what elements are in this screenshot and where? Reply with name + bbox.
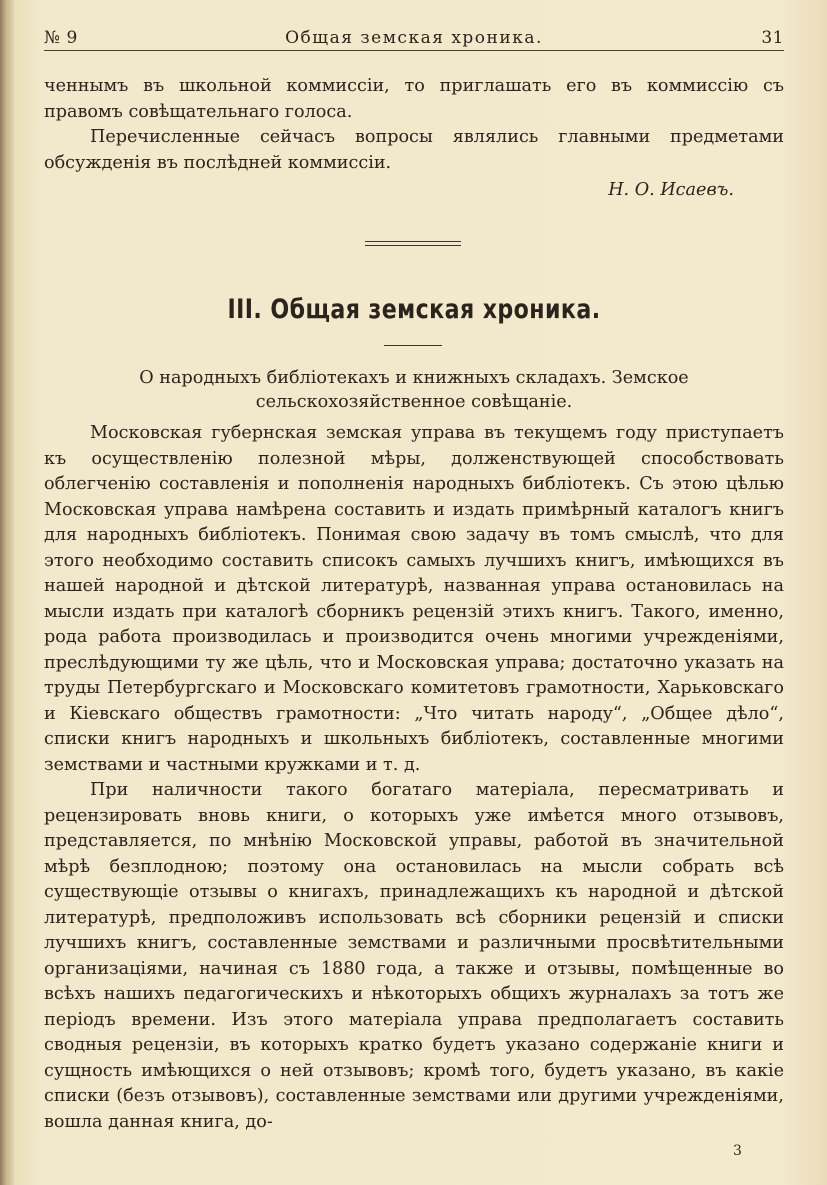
article-paragraph-2: При наличности такого богатаго матеріала, пересматривать и рецензировать вновь книги, о которыхъ уже имѣется много отзывовъ, представляется, по мнѣнію Московской управы, работой въ значительной мѣрѣ безплодною; поэтому она остановилась на мысли собрать всѣ существующіе отзывы о книгахъ, принадлежащихъ къ народной и дѣтской литературѣ, предположивъ использовать всѣ сборники рецензій и списки лучшихъ книгъ, составленные земствами и различными просвѣтительными организаціями, начиная съ 1880 года, а также и отзывы, помѣщенные во всѣхъ нашихъ педагогическихъ и нѣкоторыхъ общихъ журналахъ за тотъ же періодъ времени. Изъ этого матеріала управа предполагаетъ составить сводныя рецензіи, въ которыхъ кратко будетъ указано содержаніе книги и сущность имѣющихся о ней отзывовъ; кромѣ того, будетъ указано, въ какіе списки (безъ отзывовъ), составленные земствами или другими учрежденіями, вошла данная книга, до-	[44, 780, 784, 1132]
header-rule	[44, 50, 784, 51]
signature-mark: 3	[733, 1143, 742, 1159]
intro-paragraph-2: Перечисленные сейчасъ вопросы являлись главными предметами обсужденія въ послѣдней коммиссіи.	[44, 127, 784, 173]
section-subheading: О народныхъ библіотекахъ и книжныхъ складахъ. Земское сельскохозяйственное совѣщаніе.	[139, 368, 689, 412]
page-binding-edge	[0, 0, 14, 1185]
intro-paragraph-1: ченнымъ въ школьной коммиссіи, то приглашать его въ коммиссію съ правомъ совѣщательнаго голоса.	[44, 76, 784, 122]
section-title: III. Общая земская хроника.	[227, 294, 601, 325]
author-signature: Н. О. Исаевъ.	[608, 180, 734, 200]
issue-number: № 9	[44, 28, 78, 48]
intro-text	[44, 74, 784, 176]
section-divider	[365, 241, 461, 246]
article-body	[44, 421, 784, 1135]
page-number: 31	[761, 28, 784, 48]
running-title: Общая земская хроника.	[285, 28, 543, 48]
running-header	[44, 24, 784, 52]
article-paragraph-1: Московская губернская земская управа въ текущемъ году приступаетъ къ осуществленію полезной мѣры, долженствующей способствовать облегченію составленія и пополненія народныхъ библіотекъ. Съ этою цѣлью Московская управа намѣрена составить и издать примѣрный каталогъ книгъ для народныхъ библіотекъ. Понимая свою задачу въ томъ смыслѣ, что для этого необходимо составить списокъ самыхъ лучшихъ книгъ, имѣющихся въ нашей народной и дѣтской литературѣ, названная управа остановилась на мысли издать при каталогѣ сборникъ рецензій этихъ книгъ. Такого, именно, рода работа производилась и производится очень многими учрежденіями, преслѣдующими ту же цѣль, что и Московская управа; достаточно указать на труды Петербургскаго и Московскаго комитетовъ грамотности, Харьковскаго и Кіевскаго обществъ грамотности: „Что читать народу“, „Общее дѣло“, списки книгъ народныхъ и школьныхъ библіотекъ, составленные многими земствами и частными кружками и т. д.	[44, 423, 784, 775]
title-underline	[384, 345, 442, 346]
